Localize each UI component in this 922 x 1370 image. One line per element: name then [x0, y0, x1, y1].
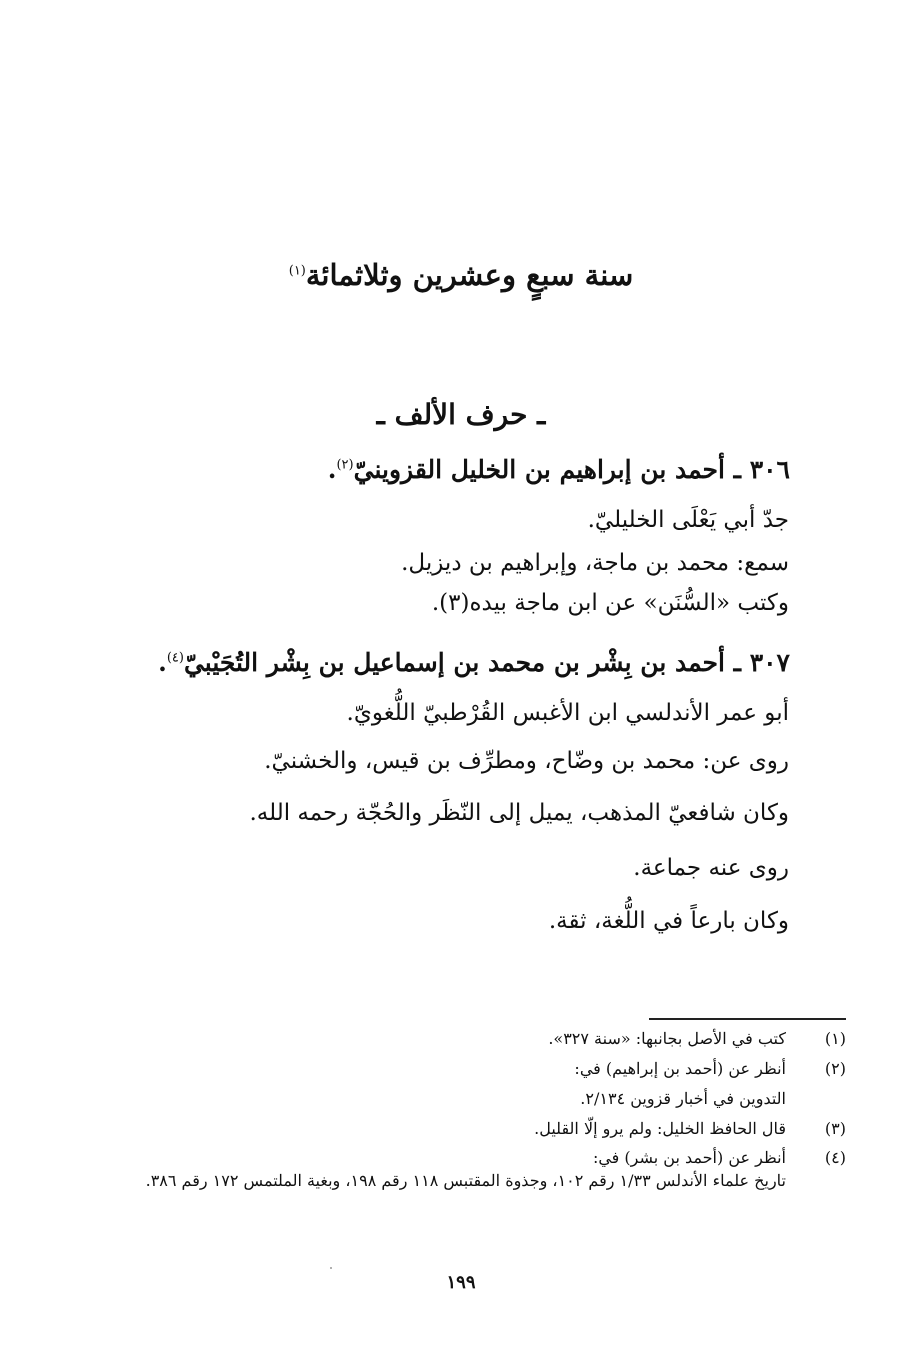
entry-307-heading-end: .: [158, 648, 167, 677]
entry-307-line: روى عن: محمد بن وضّاح، ومطرِّف بن قيس، والخشنيّ.: [264, 748, 789, 774]
footnote-ref-2: (٢): [336, 457, 354, 473]
footnote-text: كتب في الأصل بجانبها: «سنة ٣٢٧».: [548, 1029, 786, 1048]
entry-306-line: جدّ أبي يَعْلَى الخليليّ.: [587, 507, 789, 533]
entry-307-heading: [158, 648, 790, 677]
entry-306-line: سمع: محمد بن ماجة، وإبراهيم بن ديزيل.: [401, 550, 789, 576]
page-number: ١٩٩: [446, 1272, 476, 1293]
entry-306-title: ٣٠٦ ـ أحمد بن إبراهيم بن الخليل القزوينيّ: [353, 455, 790, 484]
footnote-ref-4: (٤): [166, 650, 184, 666]
footnote-divider: [649, 1018, 846, 1020]
entry-307-title: ٣٠٧ ـ أحمد بن بِشْر بن محمد بن إسماعيل بن بِشْر التُجَيْبيّ: [183, 648, 790, 677]
footnote-number: (٣): [824, 1119, 846, 1138]
footnote-text: التدوين في أخبار قزوين ٢/١٣٤.: [580, 1089, 786, 1108]
entry-307-line: وكان بارعاً في اللُّغة، ثقة.: [548, 908, 789, 934]
entry-307-line: أبو عمر الأندلسي ابن الأغبس القُرْطبيّ اللُّغويّ.: [346, 700, 789, 726]
year-title-text: سنة سبعٍ وعشرين وثلاثمائة: [305, 258, 634, 292]
footnote-text: قال الحافظ الخليل: ولم يرو إلّا القليل.: [534, 1119, 786, 1138]
entry-307-line: روى عنه جماعة.: [633, 855, 789, 881]
entry-306-heading: [328, 455, 790, 484]
footnote-text: تاريخ علماء الأندلس ١/٣٣ رقم ١٠٢، وجذوة المقتبس ١١٨ رقم ١٩٨، وبغية الملتمس ١٧٢ رقم ٣٨٦.: [145, 1171, 786, 1190]
print-speck: [330, 1267, 332, 1269]
footnote-number: (٤): [824, 1148, 846, 1167]
section-heading: ـ حرف الألف ـ: [376, 398, 546, 431]
footnote-number: (١): [824, 1029, 846, 1048]
entry-307-line: وكان شافعيّ المذهب، يميل إلى النّظَر والحُجّة رحمه الله.: [249, 800, 789, 826]
footnote-number: (٢): [824, 1059, 846, 1078]
footnote-text: أنظر عن (أحمد بن إبراهيم) في:: [574, 1059, 786, 1078]
entry-306-line: وكتب «السُّنَن» عن ابن ماجة بيده(٣).: [431, 590, 789, 616]
year-title: [0, 258, 922, 292]
entry-306-heading-end: .: [327, 455, 337, 484]
footnote-ref-1: (١): [288, 263, 306, 279]
footnote-text: أنظر عن (أحمد بن بشر) في:: [592, 1148, 786, 1167]
